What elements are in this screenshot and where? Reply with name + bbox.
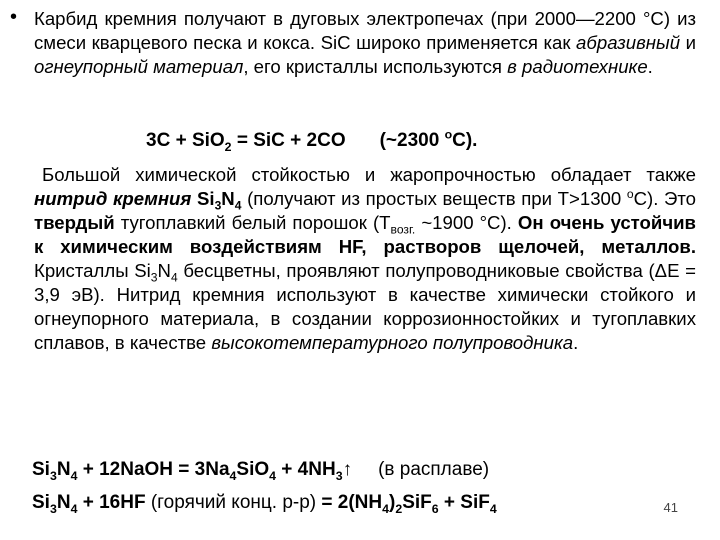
- eq1-part: = SiC + 2CO: [231, 130, 346, 151]
- p2-text: .: [573, 332, 579, 353]
- eq1-sub: 2: [224, 139, 232, 154]
- eq3-part: N: [56, 492, 71, 513]
- p2-sup: о: [626, 186, 634, 201]
- eq3-sub: 4: [70, 501, 78, 516]
- eq3-part: = 2(NH: [321, 492, 383, 513]
- eq3-sub: 6: [431, 501, 439, 516]
- p2-sub: возг.: [390, 222, 416, 237]
- equation-naoh-reaction: [32, 459, 489, 481]
- p2-bold-hard: твердый: [34, 212, 115, 233]
- p2-text: ~1900 °С).: [415, 212, 518, 233]
- eq3-part: + 16HF: [77, 492, 146, 513]
- eq1-sup: о: [444, 127, 453, 142]
- eq2-sub: 3: [335, 468, 343, 483]
- eq3-sub: 2: [395, 501, 403, 516]
- paragraph-silicon-nitride: [34, 163, 696, 355]
- formula-si3n4: [191, 188, 242, 213]
- eq2-part: N: [56, 459, 71, 480]
- p2-text: Кристаллы Si: [34, 260, 151, 281]
- eq3-part: ): [388, 492, 396, 513]
- eq3-sub: 4: [382, 501, 389, 516]
- eq2-part: Si: [32, 459, 50, 480]
- page-number: 41: [663, 500, 678, 515]
- p1-italic-abrasive: абразивный: [576, 32, 681, 53]
- p2-text: С). Это: [633, 188, 697, 209]
- eq3-sub: 3: [49, 501, 57, 516]
- eq2-part: SiO: [236, 459, 270, 480]
- p2-text: Большой химической стойкостью и жаропрочностью обладает также: [42, 164, 696, 185]
- p2-sub: 3: [150, 270, 158, 285]
- gas-arrow-icon: ↑: [342, 459, 353, 480]
- p2-text: тугоплавкий белый порошок (Т: [114, 212, 391, 233]
- p1-text-4: .: [647, 56, 653, 77]
- eq2-sub: 4: [229, 468, 237, 483]
- equation-sic-synthesis: [146, 127, 478, 154]
- eq2-sub: 3: [49, 468, 57, 483]
- eq3-part: + SiF: [438, 492, 490, 513]
- equation-hf-reaction: [32, 492, 497, 514]
- p2-sub: 4: [234, 198, 242, 213]
- p2-sub: 3: [214, 198, 222, 213]
- eq3-sub: 4: [489, 501, 497, 516]
- bullet-marker: •: [10, 6, 18, 28]
- eq2-part: + 4NH: [276, 459, 336, 480]
- p1-italic-refractory: огнеупорный материал: [34, 56, 244, 77]
- eq1-condition: (~2300: [379, 130, 445, 151]
- p2-italic-semiconductor: высокотемпературного полупроводника: [211, 332, 574, 353]
- p2-bold-resistance: Он очень устойчив к химическим воздействиям HF, растворов щелочей, металлов.: [34, 212, 696, 257]
- p1-text-3: , его кристаллы используются: [243, 56, 508, 77]
- p1-text-2: и: [680, 32, 697, 53]
- eq2-sub: 4: [70, 468, 78, 483]
- p2-text: бесцветны, проявляют полупроводниковые свойства (ΔЕ = 3,9 эВ). Нитрид кремния используют в качестве химически стойкого и огнеупорного материала, в создании коррозионностойких и тугоплавких сплавов, в качестве: [34, 260, 697, 353]
- eq3-part: SiF: [402, 492, 432, 513]
- eq2-sub: 4: [269, 468, 277, 483]
- p2-text: N: [157, 260, 171, 281]
- eq2-part: + 12NaOH = 3Na: [77, 459, 230, 480]
- p1-italic-radio: в радиотехнике: [507, 56, 648, 77]
- p2-text: (получают из простых веществ при Т>1300: [241, 188, 627, 209]
- eq2-condition: (в расплаве): [378, 459, 490, 480]
- p2-bold-italic-nitride: нитрид кремния: [34, 188, 192, 209]
- paragraph-silicon-carbide: [34, 7, 696, 79]
- eq1-part: 3C + SiO: [146, 130, 225, 151]
- p2-sub: 4: [170, 270, 178, 285]
- eq3-condition: (горячий конц. р-р): [145, 492, 322, 513]
- p2-formula-part: N: [221, 188, 235, 209]
- p1-text-1: Карбид кремния получают в дуговых электропечах (при 2000—2200 °С) из смеси кварцевого песка и кокса. SiC широко применяется как: [34, 8, 696, 53]
- eq1-condition: С).: [452, 130, 478, 151]
- p2-formula-part: Si: [191, 188, 215, 209]
- eq3-part: Si: [32, 492, 50, 513]
